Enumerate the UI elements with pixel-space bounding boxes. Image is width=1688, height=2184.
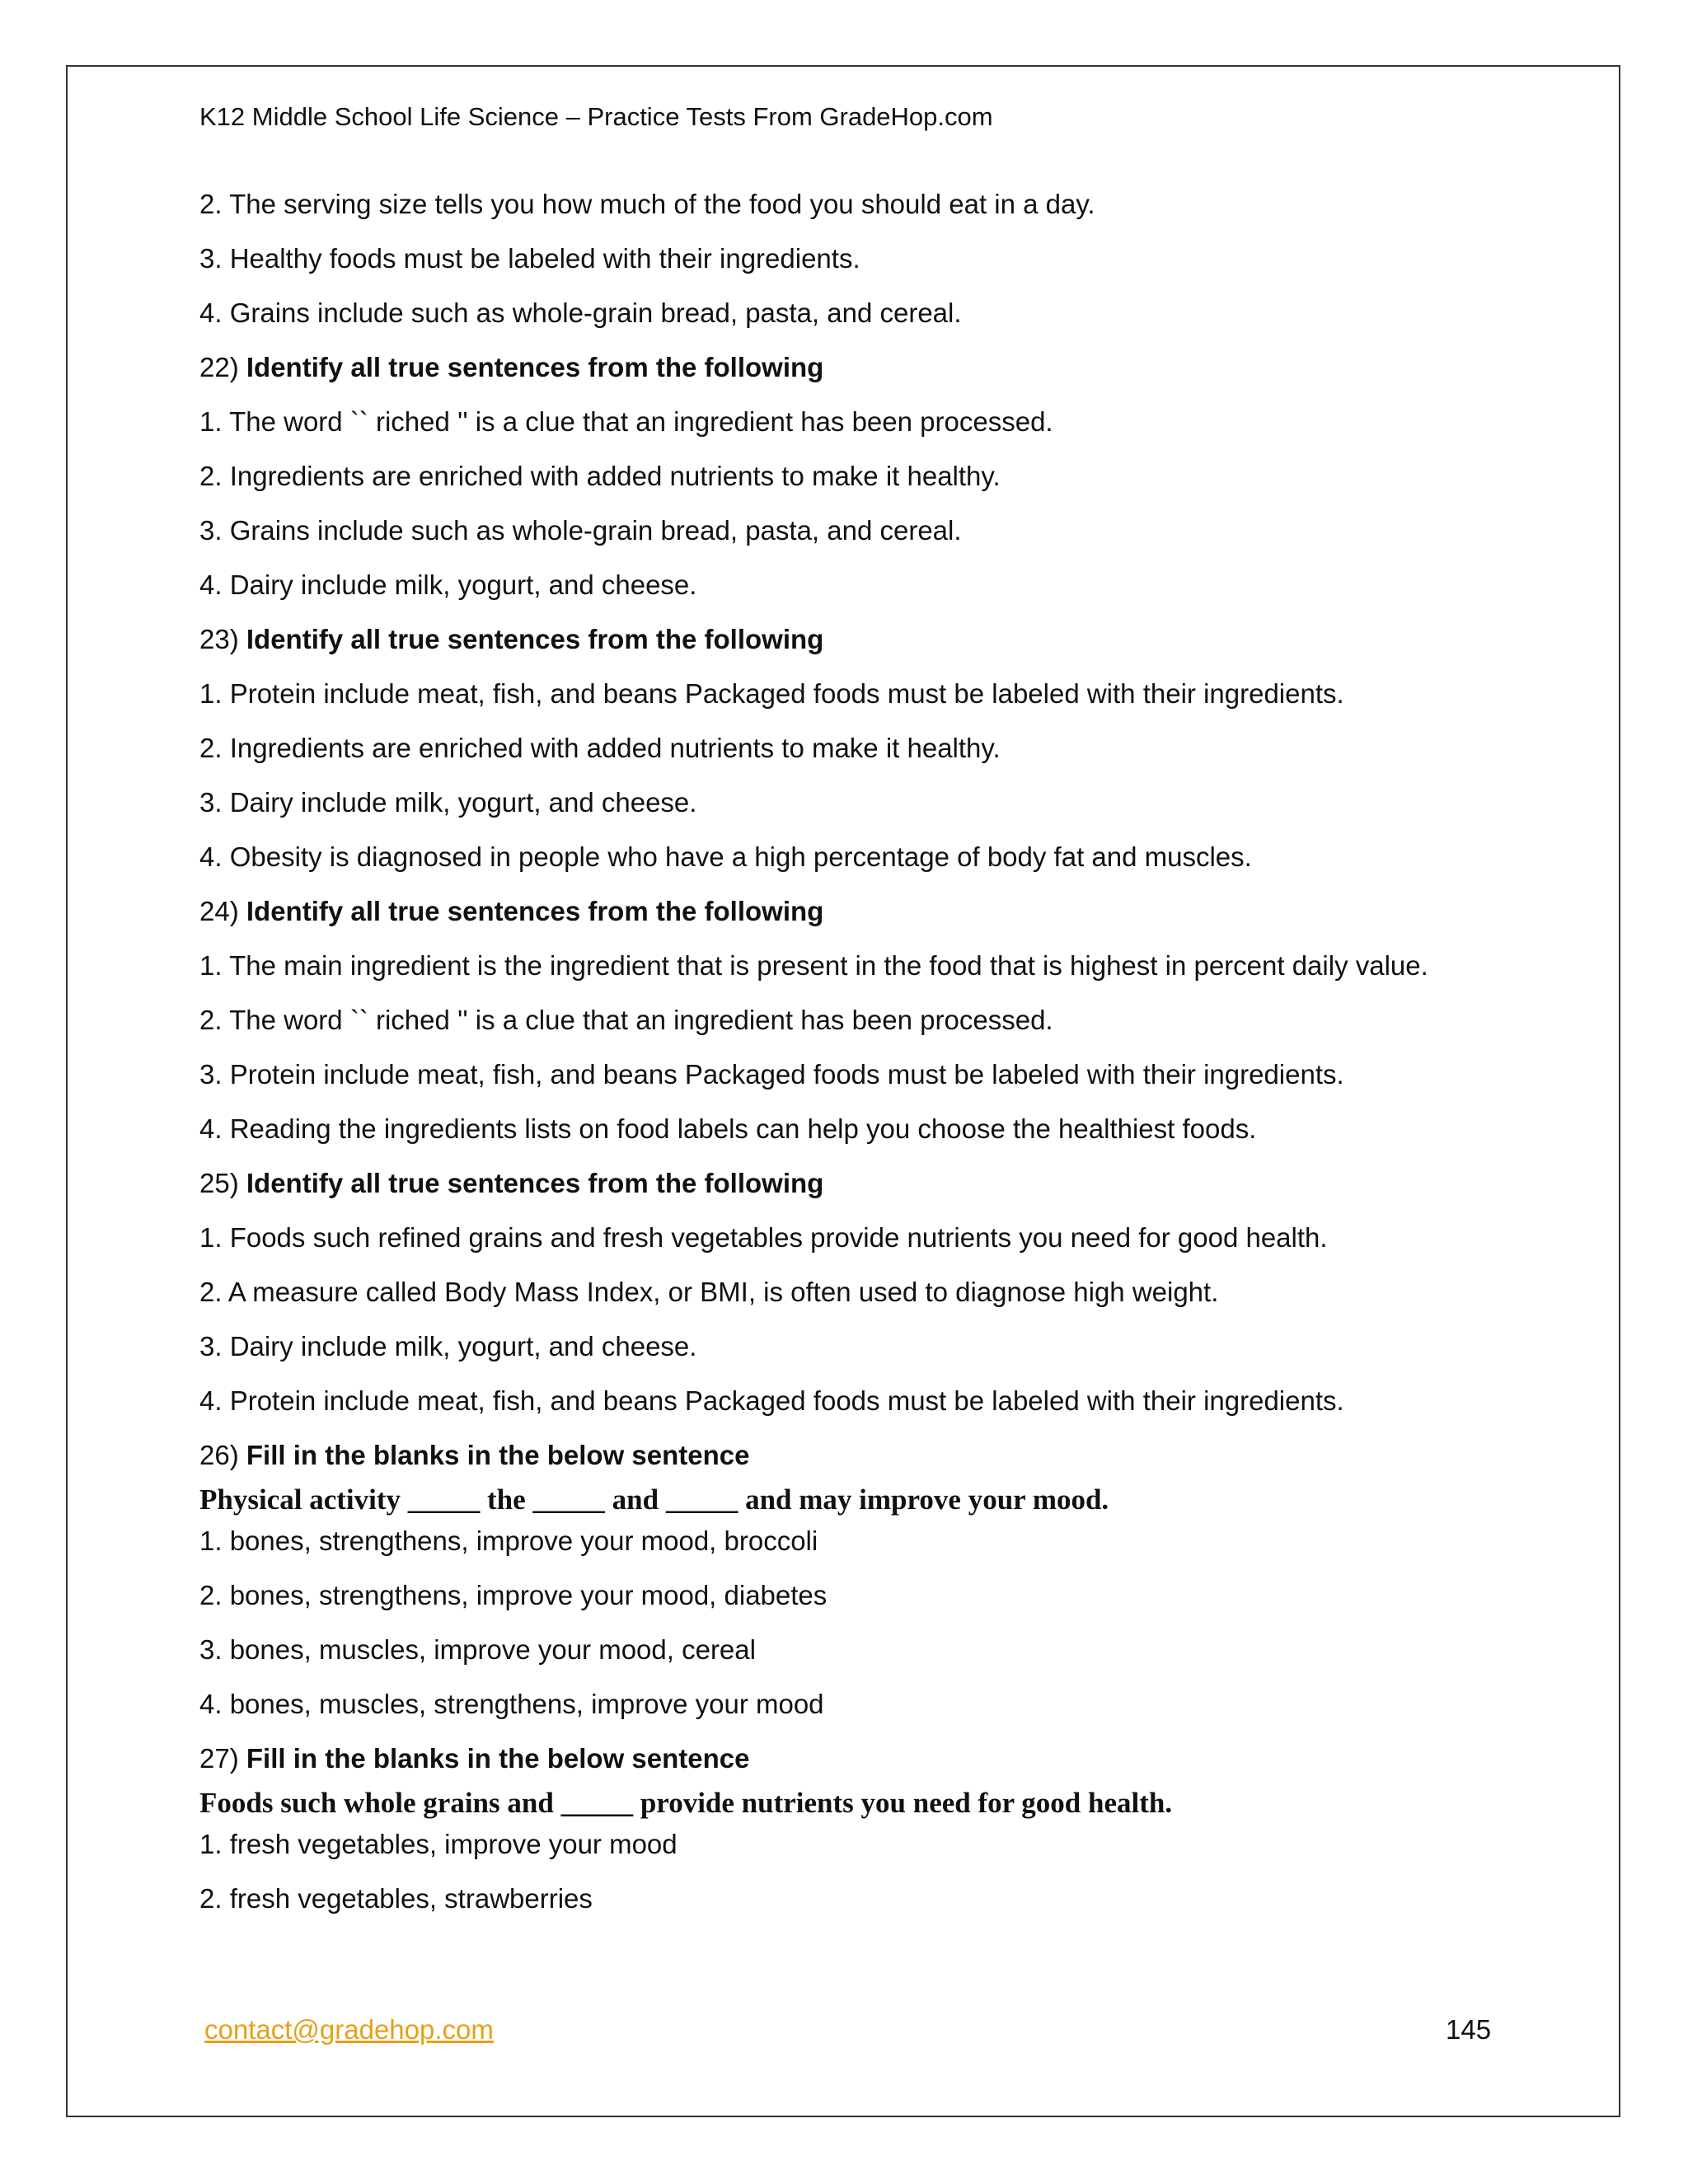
option-line: 3. Protein include meat, fish, and beans Packaged foods must be labeled with their ingredients.: [199, 1059, 1344, 1090]
option-line: 1. fresh vegetables, improve your mood: [199, 1829, 678, 1859]
question-number: 26): [199, 1440, 239, 1470]
option-line: 1. The main ingredient is the ingredient that is present in the food that is highest in percent daily value.: [199, 950, 1428, 981]
option-line: 2. A measure called Body Mass Index, or BMI, is often used to diagnose high weight.: [199, 1277, 1219, 1307]
option-line: 2. The word `` riched '' is a clue that an ingredient has been processed.: [199, 1005, 1053, 1035]
question-block: [199, 1741, 1518, 1917]
question-prompt: Identify all true sentences from the following: [246, 1168, 824, 1198]
question-prompt: Identify all true sentences from the following: [246, 352, 824, 382]
option-line: 4. Reading the ingredients lists on food labels can help you choose the healthiest foods.: [199, 1113, 1257, 1144]
question-block: [199, 893, 1518, 1147]
question-heading: [199, 349, 1518, 386]
carryover-options: [199, 186, 1518, 331]
option-line: 4. bones, muscles, strengthens, improve your mood: [199, 1689, 824, 1719]
question-heading: [199, 1437, 1518, 1474]
fill-blank-sentence: Foods such whole grains and _____ provide nutrients you need for good health.: [199, 1787, 1173, 1819]
question-prompt: Identify all true sentences from the following: [246, 896, 824, 926]
question-block: [199, 1437, 1518, 1722]
option-line: 3. bones, muscles, improve your mood, cereal: [199, 1634, 756, 1665]
option-line: 1. bones, strengthens, improve your mood, broccoli: [199, 1526, 818, 1556]
question-number: 25): [199, 1168, 239, 1198]
option-line: 3. Grains include such as whole-grain bread, pasta, and cereal.: [199, 515, 962, 546]
question-prompt: Fill in the blanks in the below sentence: [246, 1743, 750, 1774]
page-content: [199, 97, 1518, 1935]
option-line: 1. Foods such refined grains and fresh vegetables provide nutrients you need for good health.: [199, 1222, 1328, 1253]
question-prompt: Identify all true sentences from the following: [246, 624, 824, 654]
option-line: 2. fresh vegetables, strawberries: [199, 1883, 593, 1914]
question-heading: [199, 621, 1518, 658]
page-number: 145: [1446, 2014, 1492, 2045]
question-prompt: Fill in the blanks in the below sentence: [246, 1440, 750, 1470]
question-block: [199, 1165, 1518, 1419]
question-number: 22): [199, 352, 239, 382]
option-line: 3. Dairy include milk, yogurt, and cheese.: [199, 1331, 697, 1361]
option-line: 4. Grains include such as whole-grain bread, pasta, and cereal.: [199, 298, 962, 328]
question-number: 23): [199, 624, 239, 654]
question-block: [199, 349, 1518, 603]
option-line: 1. Protein include meat, fish, and beans Packaged foods must be labeled with their ingredients.: [199, 678, 1344, 709]
option-line: 1. The word `` riched '' is a clue that an ingredient has been processed.: [199, 406, 1053, 437]
contact-email-link[interactable]: contact@gradehop.com: [204, 2014, 494, 2045]
question-number: 24): [199, 896, 239, 926]
option-line: 2. Ingredients are enriched with added nutrients to make it healthy.: [199, 461, 1001, 491]
question-heading: [199, 1165, 1518, 1202]
option-line: 3. Healthy foods must be labeled with their ingredients.: [199, 243, 860, 274]
question-heading: [199, 1741, 1518, 1777]
option-line: 4. Dairy include milk, yogurt, and cheese.: [199, 569, 697, 600]
fill-blank-sentence: Physical activity _____ the _____ and _____ and may improve your mood.: [199, 1483, 1109, 1516]
option-line: 2. The serving size tells you how much of the food you should eat in a day.: [199, 189, 1095, 219]
option-line: 3. Dairy include milk, yogurt, and cheese.: [199, 787, 697, 818]
question-number: 27): [199, 1743, 239, 1774]
option-line: 4. Protein include meat, fish, and beans Packaged foods must be labeled with their ingredients.: [199, 1385, 1344, 1416]
option-line: 2. bones, strengthens, improve your mood, diabetes: [199, 1580, 828, 1610]
question-block: [199, 621, 1518, 875]
option-line: 4. Obesity is diagnosed in people who have a high percentage of body fat and muscles.: [199, 841, 1252, 872]
page-header: K12 Middle School Life Science – Practice Tests From GradeHop.com: [199, 102, 993, 131]
question-heading: [199, 893, 1518, 930]
option-line: 2. Ingredients are enriched with added nutrients to make it healthy.: [199, 733, 1001, 763]
